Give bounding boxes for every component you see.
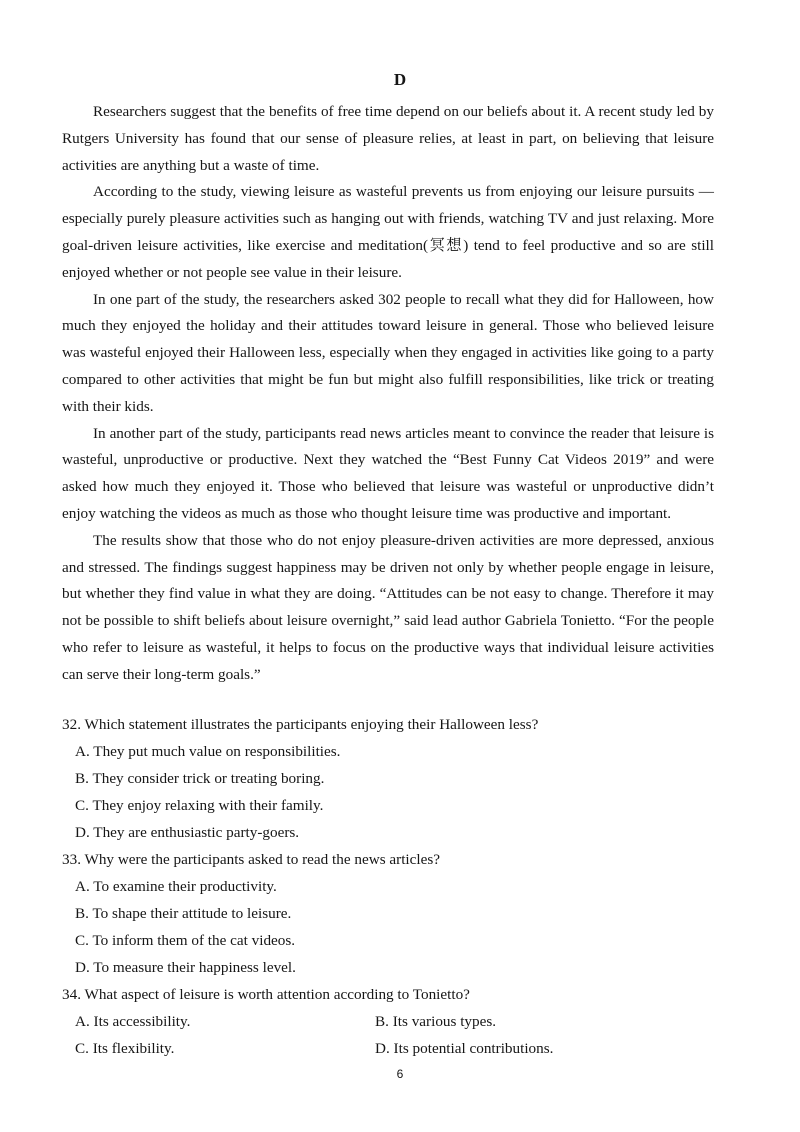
question-32 [62,711,722,846]
reading-passage [62,99,714,689]
question-33 [62,846,722,981]
question-stem: 33. Why were the participants asked to read the news articles? [62,851,440,868]
question-list [62,711,722,1062]
option-a: A. To examine their productivity. [75,878,277,895]
question-34 [62,981,722,1062]
paragraph: According to the study, viewing leisure as wasteful prevents us from enjoying our leisure pursuits — especially purely pleasure activities such as hanging out with friends, watching TV and just relaxing. More goal-driven leisure activities, like exercise and meditation(冥想) tend to feel productive and so are still enjoyed whether or not people see value in their leisure. [62,183,714,281]
page-number: 6 [396,1067,404,1081]
option-row [75,1035,722,1062]
option-c: C. To inform them of the cat videos. [75,932,296,949]
option-d: D. They are enthusiastic party-goers. [75,824,300,841]
option-b: B. To shape their attitude to leisure. [75,905,292,922]
paragraph: In another part of the study, participants read news articles meant to convince the reader that leisure is wasteful, unproductive or productive. Next they watched the “Best Funny Cat Videos 2019” and were asked how much they enjoyed it. Those who believed that leisure was wasteful or unproductive didn’t enjoy watching the videos as much as those who thought leisure time was productive and important. [62,424,714,522]
option-row [75,1008,722,1035]
option-d: D. To measure their happiness level. [75,959,296,976]
paragraph: In one part of the study, the researchers asked 302 people to recall what they did for Halloween, how much they enjoyed the holiday and their attitudes toward leisure in general. Those who believed leisure was wasteful enjoyed their Halloween less, especially when they engaged in activities like going to a party compared to other activities that might be fun but might also fulfill responsibilities, like trick or treating with their kids. [62,290,714,415]
question-stem: 34. What aspect of leisure is worth attention according to Tonietto? [62,986,470,1003]
option-b: B. Its various types. [375,1013,497,1030]
option-d: D. Its potential contributions. [375,1040,554,1057]
option-a: A. They put much value on responsibilities. [75,743,341,760]
paragraph: Researchers suggest that the benefits of free time depend on our beliefs about it. A recent study led by Rutgers University has found that our sense of pleasure relies, at least in part, on believing that leisure activities are anything but a waste of time. [62,103,714,174]
paragraph: The results show that those who do not enjoy pleasure-driven activities are more depressed, anxious and stressed. The findings suggest happiness may be driven not only by whether people engage in leisure, but whether they find value in what they are doing. “Attitudes can be not easy to change. Therefore it may not be possible to shift beliefs about leisure overnight,” said lead author Gabriela Tonietto. “For the people who refer to leisure as wasteful, it helps to focus on the productive ways that individual leisure activities can serve their long-term goals.” [62,531,714,683]
section-title: D [393,70,407,89]
option-c: C. They enjoy relaxing with their family. [75,797,324,814]
option-a: A. Its accessibility. [75,1013,191,1030]
option-b: B. They consider trick or treating boring. [75,770,325,787]
option-c: C. Its flexibility. [75,1040,175,1057]
question-stem: 32. Which statement illustrates the participants enjoying their Halloween less? [62,716,539,733]
